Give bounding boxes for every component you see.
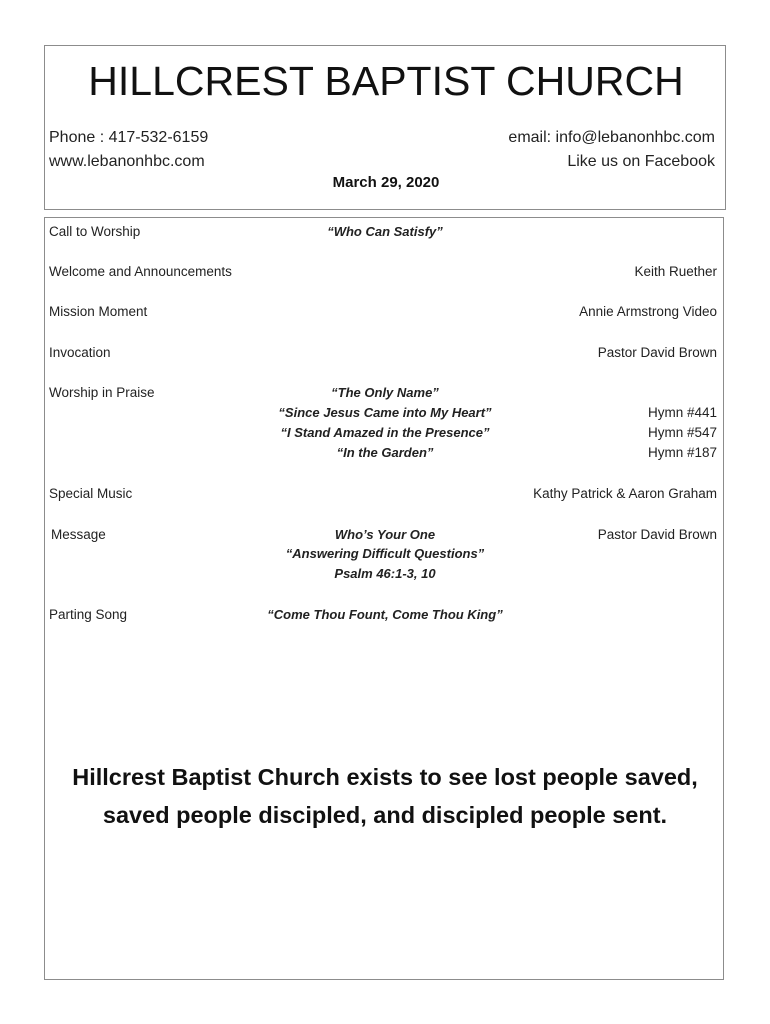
special-music-person: Kathy Patrick & Aaron Graham xyxy=(533,486,717,501)
email-address[interactable]: email: info@lebanonhbc.com xyxy=(508,129,715,146)
facebook-text[interactable]: Like us on Facebook xyxy=(567,153,715,170)
worship-label: Worship in Praise xyxy=(49,385,155,400)
song-title: “I Stand Amazed in the Presence” xyxy=(280,425,490,440)
song-title: “The Only Name” xyxy=(331,385,439,400)
hymn-number: Hymn #187 xyxy=(647,445,717,460)
song-title: “Since Jesus Came into My Heart” xyxy=(278,405,492,420)
parting-song-title: “Come Thou Fount, Come Thou King” xyxy=(267,607,503,622)
invocation-person: Pastor David Brown xyxy=(597,345,717,360)
church-name: HILLCREST BAPTIST CHURCH xyxy=(88,58,684,104)
hymn-number: Hymn #441 xyxy=(647,405,717,420)
mission-statement xyxy=(45,758,725,834)
message-scripture: Psalm 46:1-3, 10 xyxy=(334,566,436,581)
message-label: Message xyxy=(51,527,106,542)
header-box xyxy=(44,45,726,210)
mission-moment-person: Annie Armstrong Video xyxy=(579,304,717,319)
message-person: Pastor David Brown xyxy=(597,527,717,542)
welcome-person: Keith Ruether xyxy=(634,264,717,279)
message-title: Who’s Your One xyxy=(334,527,436,542)
invocation-label: Invocation xyxy=(49,345,111,360)
phone-number: Phone : 417-532-6159 xyxy=(49,129,209,146)
mission-moment-label: Mission Moment xyxy=(49,304,148,319)
program-box xyxy=(44,217,724,980)
welcome-label: Welcome and Announcements xyxy=(49,264,232,279)
website-link[interactable]: www.lebanonhbc.com xyxy=(49,153,205,170)
special-music-label: Special Music xyxy=(49,486,133,501)
mission-line-2: saved people discipled, and discipled people sent. xyxy=(102,802,668,828)
hymn-number: Hymn #547 xyxy=(647,425,717,440)
service-date: March 29, 2020 xyxy=(332,174,440,191)
call-to-worship-label: Call to Worship xyxy=(49,224,141,239)
song-title: “In the Garden” xyxy=(336,445,434,460)
mission-line-1: Hillcrest Baptist Church exists to see lost people saved, xyxy=(72,764,698,790)
parting-song-label: Parting Song xyxy=(49,607,128,622)
call-to-worship-title: “Who Can Satisfy” xyxy=(327,224,443,239)
message-subtitle: “Answering Difficult Questions” xyxy=(285,546,485,561)
